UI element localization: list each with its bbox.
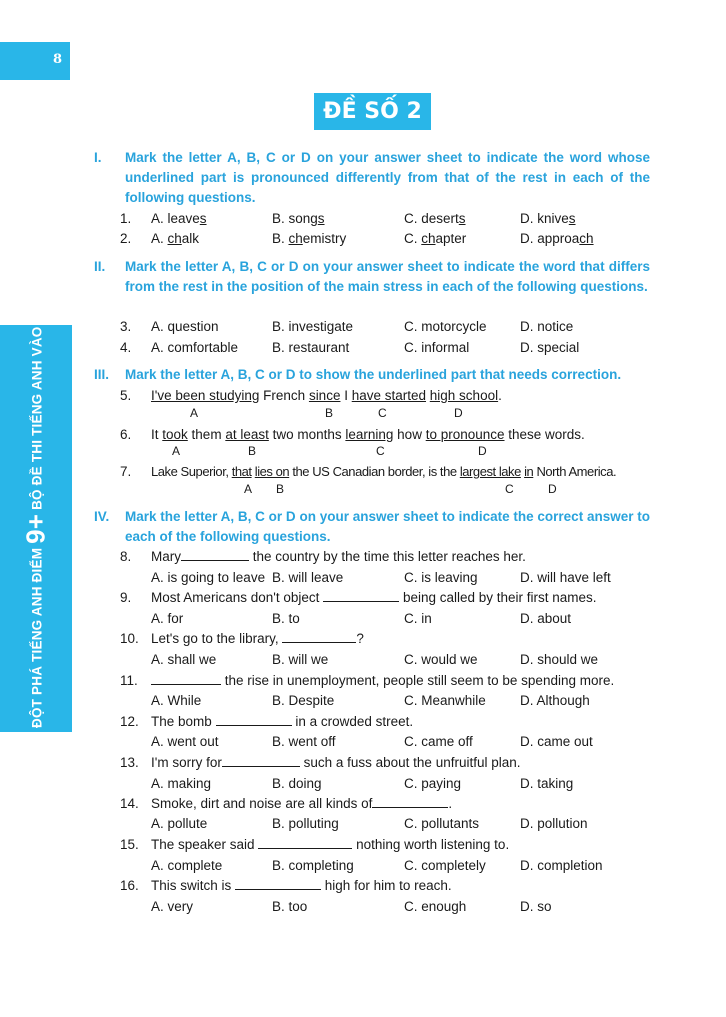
question-7: 7.: [120, 464, 132, 479]
label-6c: C: [376, 444, 385, 458]
option-8b: B. will leave: [272, 570, 344, 585]
option-13a: A. making: [151, 776, 212, 791]
stem-16: This switch is high for him to reach.: [151, 878, 452, 893]
option-12d: D. came out: [520, 734, 593, 749]
question-15: 15.: [120, 837, 139, 852]
label-7c: C: [505, 482, 514, 496]
question-2: 2.: [120, 231, 132, 246]
option-15b: B. completing: [272, 858, 354, 873]
label-6b: B: [248, 444, 257, 458]
option-10c: C. would we: [404, 652, 478, 667]
option-11c: C. Meanwhile: [404, 693, 486, 708]
question-13: 13.: [120, 755, 139, 770]
option-14b: B. polluting: [272, 816, 339, 831]
stem-13: I'm sorry for such a fuss about the unfruitful plan.: [151, 755, 521, 770]
page-number: 8: [52, 52, 62, 67]
option-14d: D. pollution: [520, 816, 588, 831]
option-8d: D. will have left: [520, 570, 611, 585]
option-4c: C. informal: [404, 340, 470, 355]
stem-14: Smoke, dirt and noise are all kinds of .: [151, 796, 453, 811]
question-9: 9.: [120, 590, 132, 605]
question-4: 4.: [120, 340, 132, 355]
question-5: 5.: [120, 388, 132, 403]
option-3c: C. motorcycle: [404, 319, 487, 334]
option-4b: B. restaurant: [272, 340, 350, 355]
option-1c: C. deserts: [404, 211, 466, 226]
stem-15: The speaker said nothing worth listening to.: [151, 837, 510, 852]
sentence-7: Lake Superior, that lies on the US Canadian border, is the largest lake in North America.: [151, 464, 617, 479]
question-12: 12.: [120, 714, 139, 729]
label-5b: B: [325, 406, 334, 420]
option-16d: D. so: [520, 899, 552, 914]
label-7a: A: [244, 482, 253, 496]
option-2c: C. chapter: [404, 231, 467, 246]
question-10: 10.: [120, 631, 139, 646]
question-3: 3.: [120, 319, 132, 334]
label-7d: D: [548, 482, 557, 496]
option-14c: C. pollutants: [404, 816, 480, 831]
option-11d: D. Although: [520, 693, 590, 708]
option-1b: B. songs: [272, 211, 325, 226]
stem-10: Let's go to the library, ?: [151, 631, 364, 646]
option-1d: D. knives: [520, 211, 576, 226]
option-12c: C. came off: [404, 734, 473, 749]
option-8c: C. is leaving: [404, 570, 478, 585]
option-10d: D. should we: [520, 652, 599, 667]
label-5c: C: [378, 406, 387, 420]
option-2b: B. chemistry: [272, 231, 347, 246]
question-8: 8.: [120, 549, 132, 564]
option-10b: B. will we: [272, 652, 329, 667]
option-11a: A. While: [151, 693, 202, 708]
stem-12: The bomb in a crowded street.: [151, 714, 414, 729]
option-12a: A. went out: [151, 734, 219, 749]
stem-9: Most Americans don't object being called by their first names.: [151, 590, 597, 605]
question-1: 1.: [120, 211, 132, 226]
sentence-5: I've been studying French since I have started high school.: [151, 388, 502, 403]
option-14a: A. pollute: [151, 816, 208, 831]
label-6a: A: [172, 444, 181, 458]
option-10a: A. shall we: [151, 652, 217, 667]
sentence-6: It took them at least two months learning how to pronounce these words.: [151, 427, 585, 442]
option-13c: C. paying: [404, 776, 462, 791]
option-11b: B. Despite: [272, 693, 335, 708]
option-3a: A. question: [151, 319, 219, 334]
stem-11: the rise in unemployment, people still seem to be spending more.: [151, 671, 614, 691]
label-6d: D: [478, 444, 487, 458]
option-8a: A. is going to leave: [151, 570, 266, 585]
question-11: 11.: [120, 673, 138, 688]
option-4a: A. comfortable: [151, 340, 239, 355]
option-15d: D. completion: [520, 858, 603, 873]
option-9b: B. to: [272, 611, 300, 626]
page-number-tab: [0, 42, 70, 80]
question-6: 6.: [120, 427, 132, 442]
option-16a: A. very: [151, 899, 194, 914]
option-12b: B. went off: [272, 734, 336, 749]
option-16c: C. enough: [404, 899, 467, 914]
label-7b: B: [276, 482, 285, 496]
option-13d: D. taking: [520, 776, 574, 791]
option-2d: D. approach: [520, 231, 594, 246]
page-title: ĐỀ SỐ 2: [314, 93, 431, 130]
label-5a: A: [190, 406, 199, 420]
option-13b: B. doing: [272, 776, 322, 791]
option-4d: D. special: [520, 340, 580, 355]
label-5d: D: [454, 406, 463, 420]
side-banner-text: ĐỘT PHÁ TIẾNG ANH ĐIỂM 9+ BỘ ĐỀ THI TIẾNG ANH VÀO LỚP 10: [20, 260, 51, 728]
question-14: 14.: [120, 796, 139, 811]
option-2a: A. chalk: [151, 231, 200, 246]
option-15a: A. complete: [151, 858, 223, 873]
option-3d: D. notice: [520, 319, 574, 334]
option-9a: A. for: [151, 611, 184, 626]
option-15c: C. completely: [404, 858, 486, 873]
option-1a: A. leaves: [151, 211, 207, 226]
option-9d: D. about: [520, 611, 572, 626]
question-16: 16.: [120, 878, 139, 893]
stem-8: Mary the country by the time this letter reaches her.: [151, 549, 526, 564]
option-9c: C. in: [404, 611, 432, 626]
option-16b: B. too: [272, 899, 308, 914]
option-3b: B. investigate: [272, 319, 354, 334]
